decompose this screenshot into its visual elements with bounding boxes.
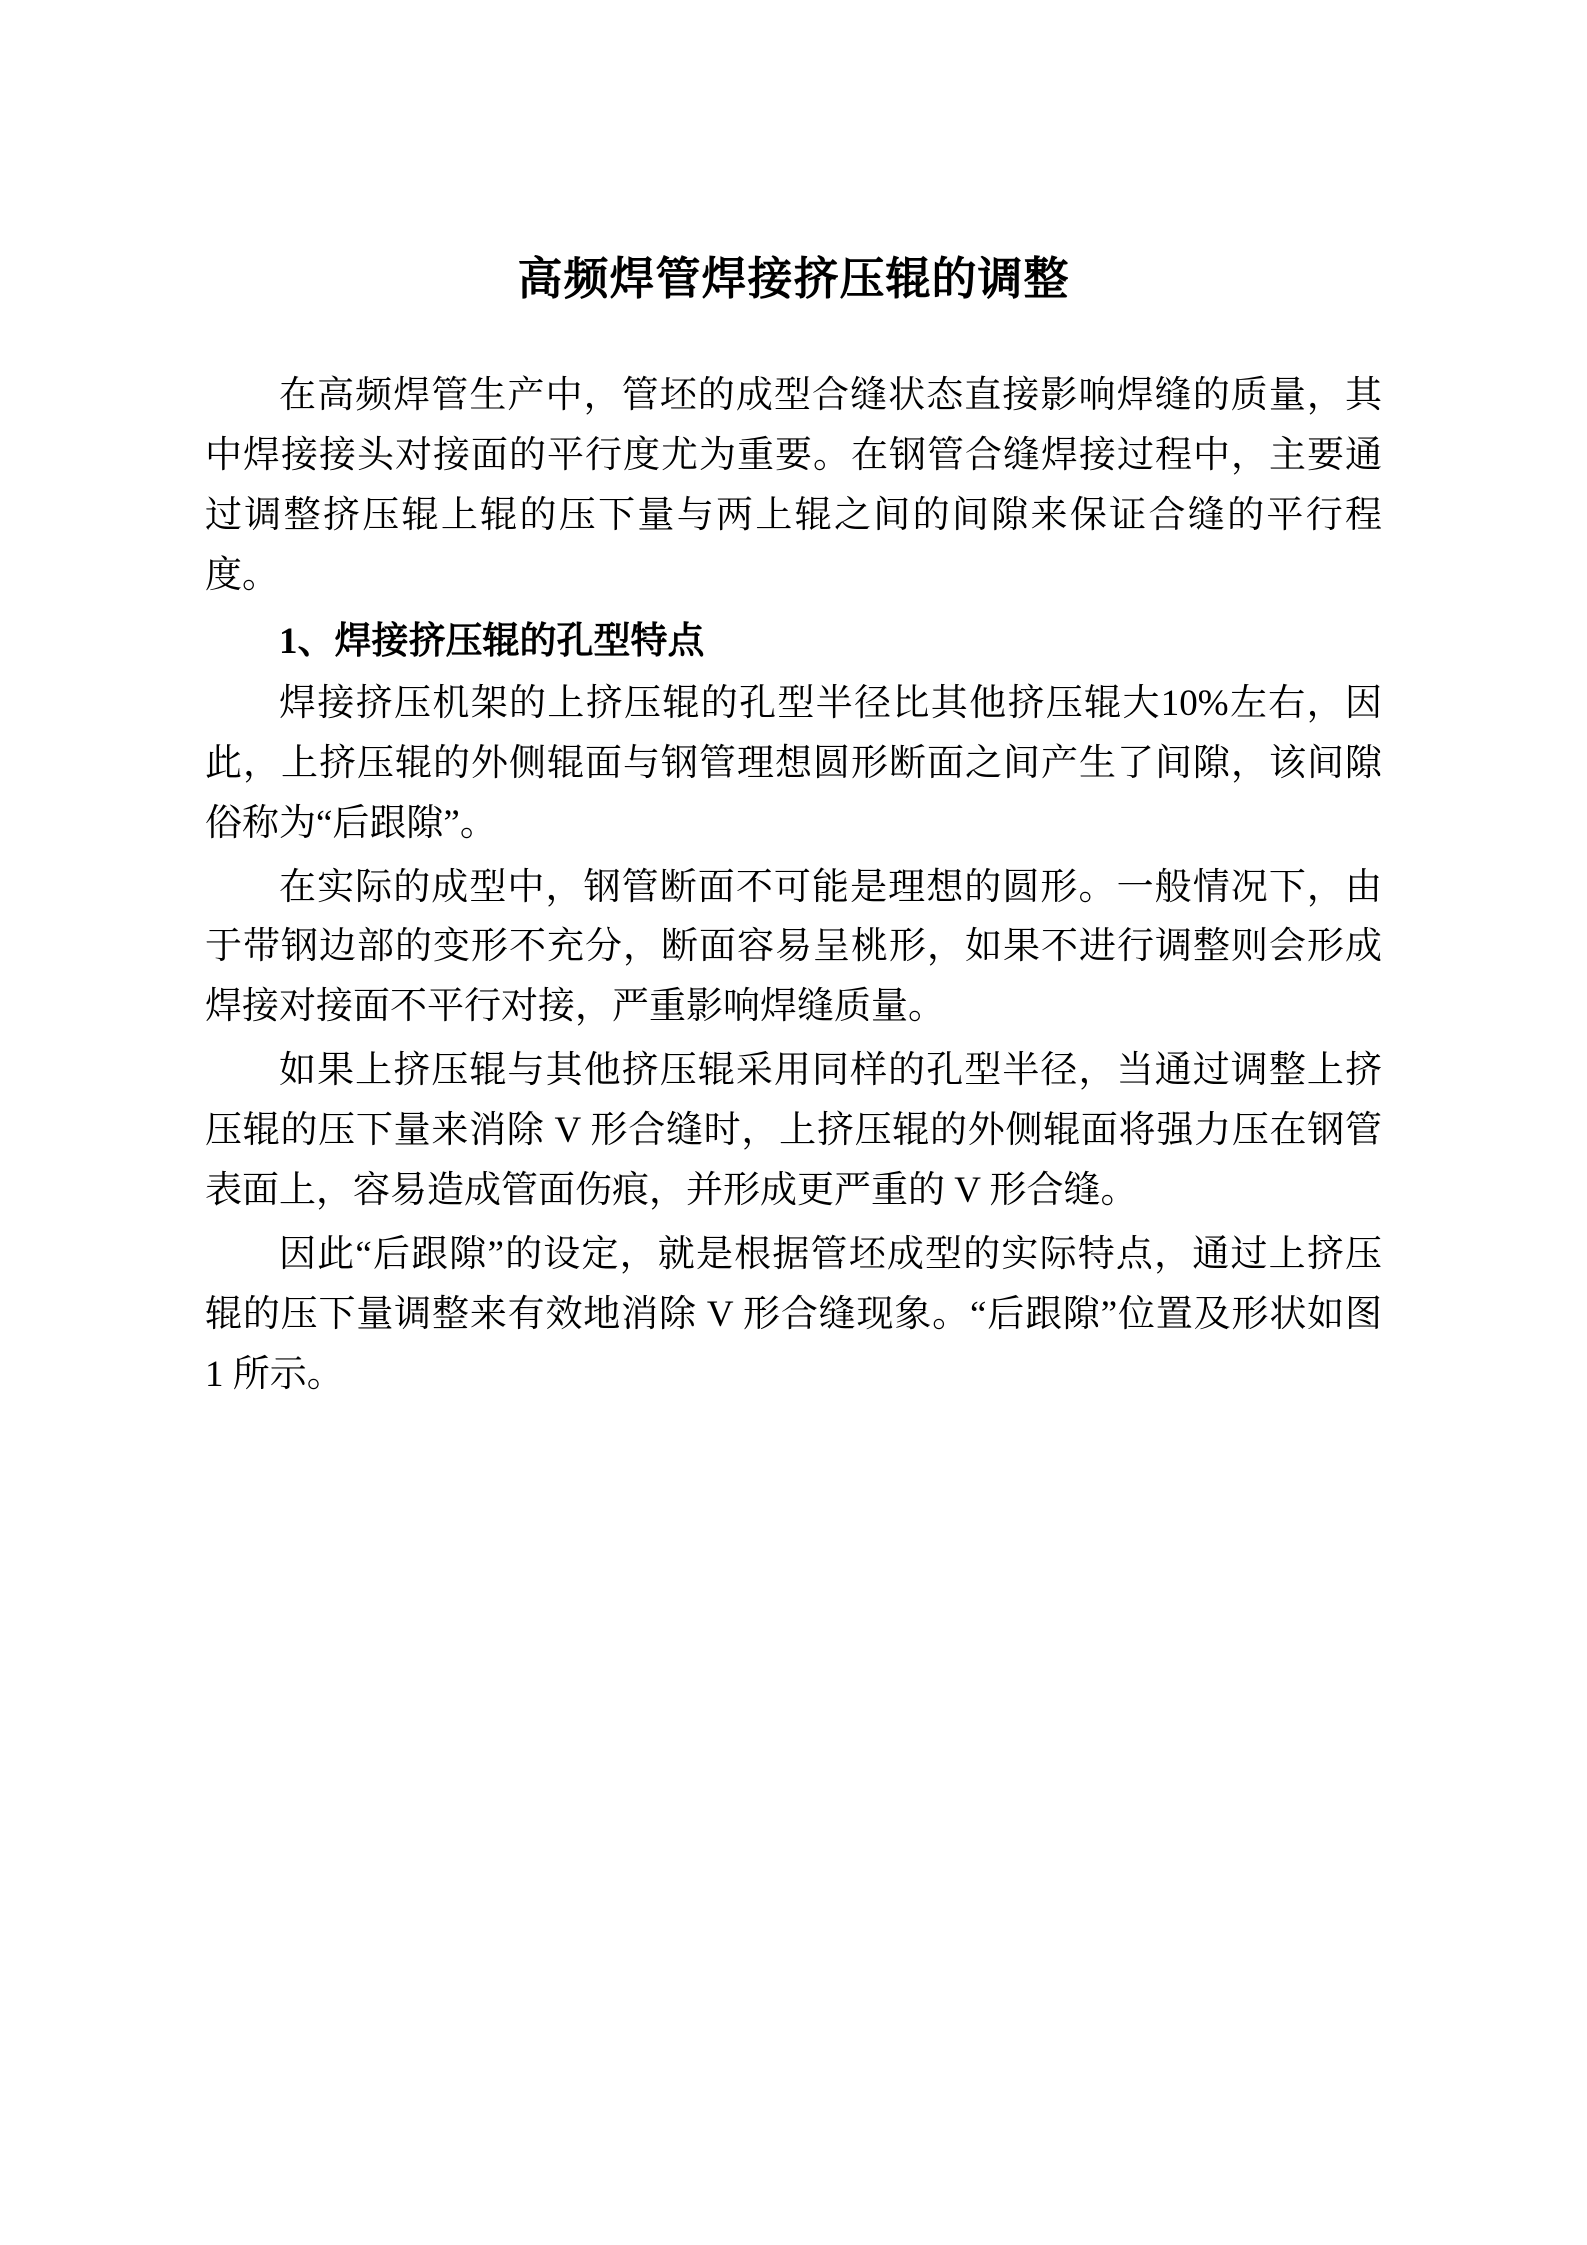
- section-heading-1: 1、焊接挤压辊的孔型特点: [279, 620, 705, 662]
- document-body: [205, 366, 1382, 1405]
- paragraph-actual-forming: 在实际的成型中，钢管断面不可能是理想的圆形。一般情况下，由于带钢边部的变形不充分，断面容易呈桃形，如果不进行调整则会形成焊接对接面不平行对接，严重影响焊缝质量。: [205, 866, 1382, 1028]
- paragraph-same-radius-case: 如果上挤压辊与其他挤压辊采用同样的孔型半径，当通过调整上挤压辊的压下量来消除 V 形合缝时，上挤压辊的外侧辊面将强力压在钢管表面上，容易造成管面伤痕，并形成更严重的 V 形合缝。: [205, 1050, 1382, 1212]
- paragraph-heel-gap-setting: 因此“后跟隙”的设定，就是根据管坯成型的实际特点，通过上挤压辊的压下量调整来有效地消除 V 形合缝现象。“后跟隙”位置及形状如图 1 所示。: [205, 1234, 1382, 1395]
- paragraph-roll-pass-radius: 焊接挤压机架的上挤压辊的孔型半径比其他挤压辊大10%左右，因此，上挤压辊的外侧辊面与钢管理想圆形断面之间产生了间隙，该间隙俗称为“后跟隙”。: [205, 682, 1382, 844]
- page-title: 高频焊管焊接挤压辊的调整: [517, 254, 1070, 304]
- paragraph-intro: 在高频焊管生产中，管坯的成型合缝状态直接影响焊缝的质量，其中焊接接头对接面的平行度尤为重要。在钢管合缝焊接过程中，主要通过调整挤压辊上辊的压下量与两上辊之间的间隙来保证合缝的平行程度。: [205, 375, 1382, 596]
